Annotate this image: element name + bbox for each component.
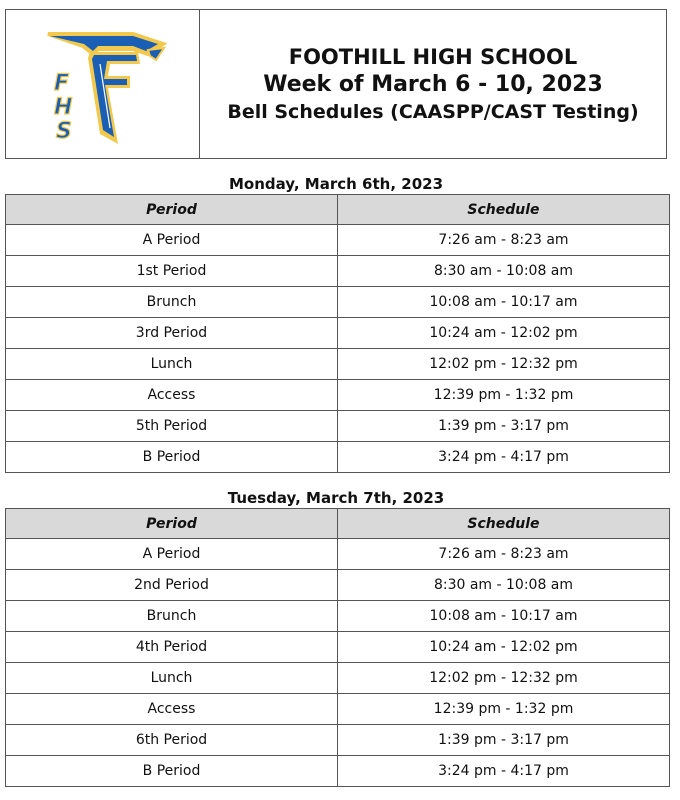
time-cell: 10:24 am - 12:02 pm: [338, 632, 670, 663]
monday-title: Monday, March 6th, 2023: [228, 175, 444, 193]
table-row: [6, 601, 670, 632]
table-row: [6, 663, 670, 694]
period-column-header: Period: [6, 509, 338, 539]
logo-letter-h: H: [53, 95, 72, 120]
table-header-row: [6, 509, 670, 539]
time-cell: 1:39 pm - 3:17 pm: [338, 411, 670, 442]
schedule-column-header: Schedule: [338, 195, 670, 225]
period-cell: Brunch: [6, 601, 338, 632]
schedule-column-header: Schedule: [338, 509, 670, 539]
school-name: FOOTHILL HIGH SCHOOL: [288, 44, 578, 69]
table-row: [6, 225, 670, 256]
tuesday-title: Tuesday, March 7th, 2023: [227, 489, 445, 507]
table-row: [6, 256, 670, 287]
schedule-subtitle: Bell Schedules (CAASPP/CAST Testing): [227, 100, 639, 123]
time-cell: 7:26 am - 8:23 am: [338, 539, 670, 570]
period-cell: Access: [6, 694, 338, 725]
table-row: [6, 318, 670, 349]
period-cell: 5th Period: [6, 411, 338, 442]
title-block: [200, 10, 666, 158]
period-column-header: Period: [6, 195, 338, 225]
period-cell: B Period: [6, 756, 338, 787]
table-row: [6, 694, 670, 725]
period-cell: 6th Period: [6, 725, 338, 756]
table-header-row: [6, 195, 670, 225]
header-box: [5, 9, 667, 159]
period-cell: 3rd Period: [6, 318, 338, 349]
table-row: [6, 349, 670, 380]
time-cell: 3:24 pm - 4:17 pm: [338, 442, 670, 473]
time-cell: 12:02 pm - 12:32 pm: [338, 663, 670, 694]
period-cell: Brunch: [6, 287, 338, 318]
table-row: [6, 380, 670, 411]
logo-letter-f: F: [53, 71, 69, 96]
period-cell: A Period: [6, 539, 338, 570]
time-cell: 12:39 pm - 1:32 pm: [338, 694, 670, 725]
time-cell: 12:39 pm - 1:32 pm: [338, 380, 670, 411]
table-row: [6, 287, 670, 318]
table-row: [6, 632, 670, 663]
period-cell: Lunch: [6, 349, 338, 380]
period-cell: 2nd Period: [6, 570, 338, 601]
logo-cell: [6, 10, 200, 158]
period-cell: Access: [6, 380, 338, 411]
time-cell: 8:30 am - 10:08 am: [338, 570, 670, 601]
table-row: [6, 442, 670, 473]
logo-letter-s: S: [55, 119, 72, 144]
fhs-falcon-logo: [38, 24, 168, 144]
time-cell: 10:24 am - 12:02 pm: [338, 318, 670, 349]
period-cell: A Period: [6, 225, 338, 256]
table-row: [6, 539, 670, 570]
table-row: [6, 411, 670, 442]
tuesday-schedule-table: [5, 508, 670, 787]
period-cell: 1st Period: [6, 256, 338, 287]
period-cell: Lunch: [6, 663, 338, 694]
period-cell: B Period: [6, 442, 338, 473]
time-cell: 12:02 pm - 12:32 pm: [338, 349, 670, 380]
week-title: Week of March 6 - 10, 2023: [263, 71, 603, 97]
period-cell: 4th Period: [6, 632, 338, 663]
time-cell: 10:08 am - 10:17 am: [338, 287, 670, 318]
time-cell: 8:30 am - 10:08 am: [338, 256, 670, 287]
table-row: [6, 725, 670, 756]
table-row: [6, 570, 670, 601]
time-cell: 3:24 pm - 4:17 pm: [338, 756, 670, 787]
time-cell: 7:26 am - 8:23 am: [338, 225, 670, 256]
time-cell: 1:39 pm - 3:17 pm: [338, 725, 670, 756]
monday-schedule-table: [5, 194, 670, 473]
table-row: [6, 756, 670, 787]
time-cell: 10:08 am - 10:17 am: [338, 601, 670, 632]
